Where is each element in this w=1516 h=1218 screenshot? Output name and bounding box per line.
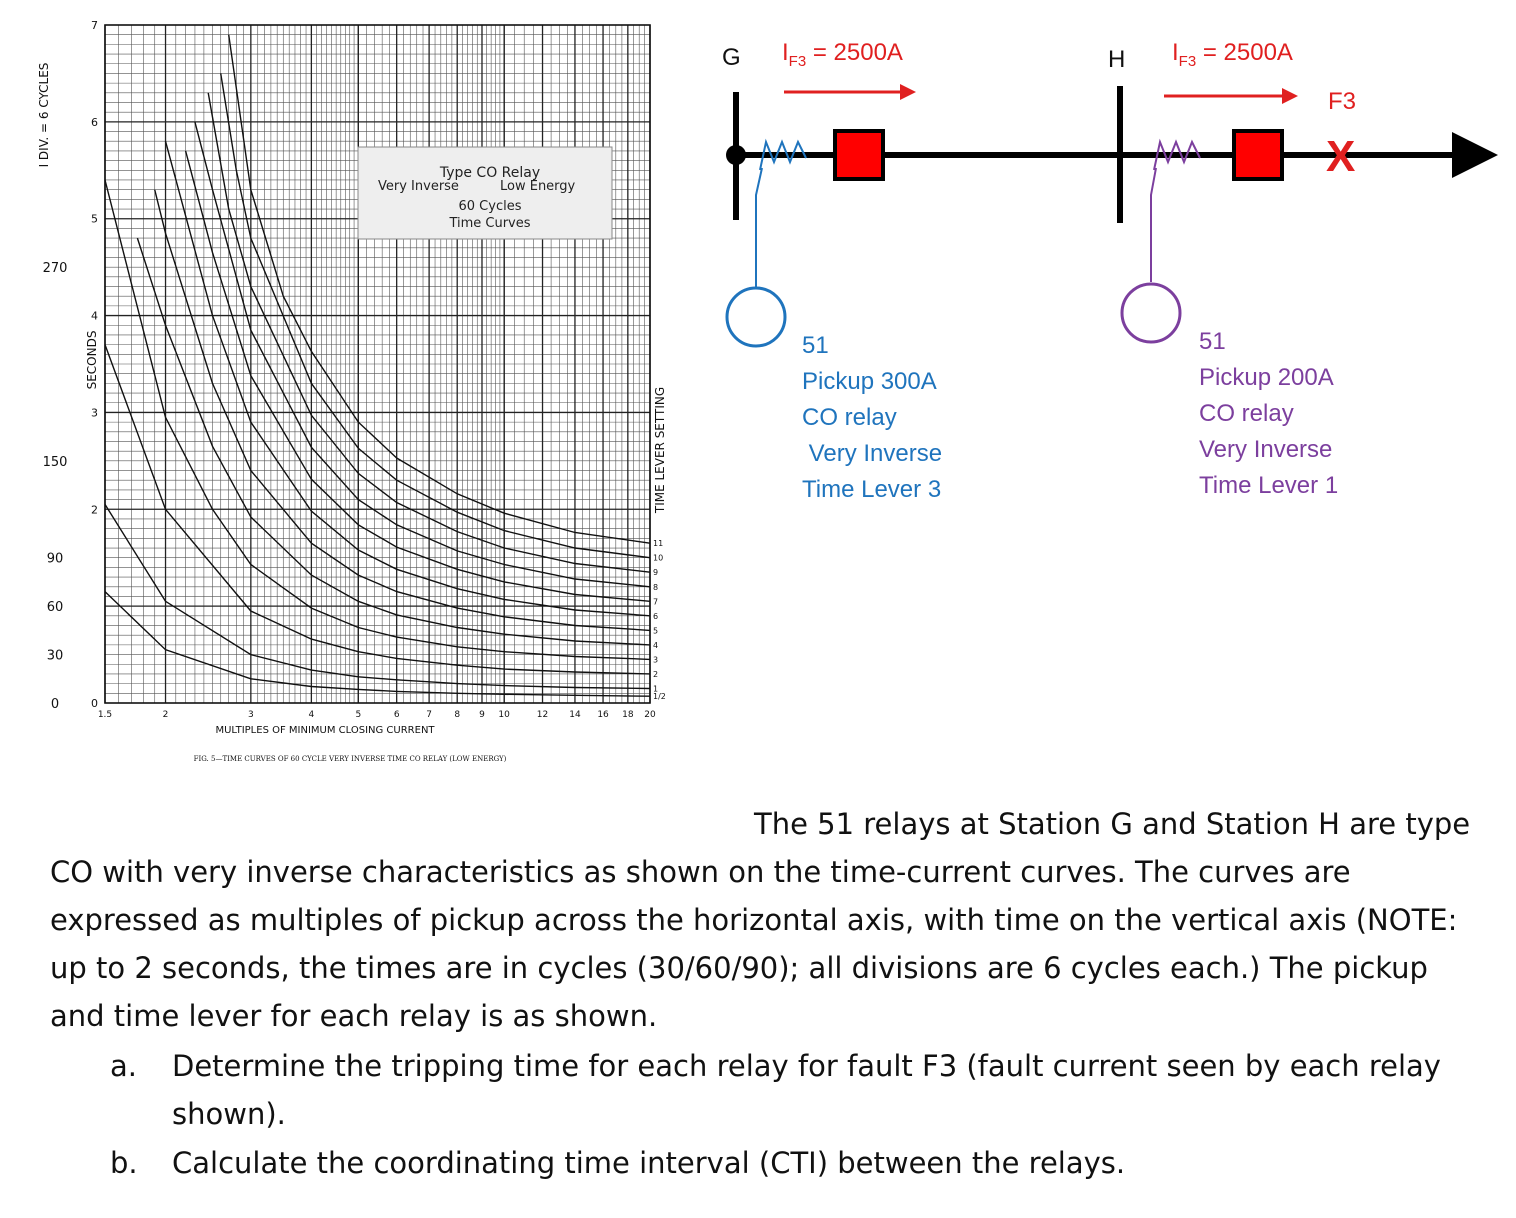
y-tick-label: 2 <box>91 503 98 517</box>
curve-lever-11 <box>229 35 650 544</box>
figure-caption: FIG. 5—TIME CURVES OF 60 CYCLE VERY INVERSE TIME CO RELAY (LOW ENERGY) <box>193 755 507 763</box>
station-g-breaker <box>835 131 883 179</box>
x-tick-label: 7 <box>426 710 432 720</box>
station-g-relay-curve: Very Inverse <box>802 440 943 467</box>
station-h-relay-pickup: Pickup 200A <box>1199 364 1334 391</box>
chart-subtitle-left: Very Inverse <box>378 179 459 194</box>
lever-label: 11 <box>653 539 664 549</box>
station-g-node <box>726 145 746 165</box>
station-h-relay-info <box>1199 328 1338 499</box>
one-line-diagram <box>690 20 1510 500</box>
lever-label: 4 <box>653 640 659 650</box>
x-tick-label: 5 <box>355 710 362 720</box>
chart-subtitle-cycles: 60 Cycles <box>458 199 522 214</box>
fault-f3 <box>1326 88 1356 181</box>
x-tick-label: 2 <box>162 710 169 720</box>
x-tick-label: 16 <box>597 710 609 720</box>
station-h-relay-symbol <box>1122 284 1180 342</box>
y-tick-label: 4 <box>91 309 98 323</box>
station-g-current-sub: F3 <box>788 53 807 70</box>
bus-end-arrow <box>1452 132 1498 178</box>
lever-label: 9 <box>653 568 659 578</box>
x-tick-label: 18 <box>622 710 634 720</box>
station-h-relay-device: 51 <box>1199 328 1226 355</box>
station-h-current-rest: = 2500A <box>1196 39 1293 66</box>
time-current-curve-chart <box>0 0 690 780</box>
lever-labels <box>653 539 666 701</box>
question-a <box>110 1042 1490 1138</box>
x-tick-label: 8 <box>454 710 461 720</box>
station-g-relay-device: 51 <box>802 332 829 359</box>
x-tick-labels <box>98 710 656 720</box>
y-tick-label: 6 <box>91 115 98 129</box>
fault-x-icon: X <box>1326 132 1356 181</box>
x-tick-label: 1.5 <box>97 710 113 720</box>
station-g-relay-symbol <box>727 288 785 346</box>
y-tick-label: 7 <box>91 19 98 32</box>
station-h-label: H <box>1108 46 1126 73</box>
lever-label: 3 <box>653 655 659 665</box>
station-g <box>722 39 942 500</box>
question-a-label: a. <box>110 1049 137 1083</box>
question-b-text: Calculate the coordinating time interval (CTI) between the relays. <box>172 1146 1126 1180</box>
station-g-relay-type: CO relay <box>802 404 897 431</box>
cycle-tick-label: 30 <box>46 648 64 664</box>
curve-lever-half <box>105 592 650 697</box>
chart-subtitle-curves: Time Curves <box>449 216 531 231</box>
y-axis-label: SECONDS <box>85 330 99 390</box>
grid-minor-group <box>105 25 650 703</box>
station-h-breaker <box>1234 131 1282 179</box>
curve-group <box>105 35 650 697</box>
station-h-current-label <box>1172 39 1293 70</box>
x-tick-label: 12 <box>536 710 549 720</box>
lever-label: 1/2 <box>653 692 666 702</box>
station-g-relay-info <box>802 332 942 500</box>
cycle-tick-label: 60 <box>46 600 64 616</box>
station-h <box>1108 39 1338 499</box>
lever-label: 10 <box>653 553 664 563</box>
y-tick-label: 3 <box>91 406 98 420</box>
station-h-relay-curve: Very Inverse <box>1199 436 1333 463</box>
station-h-current-sub: F3 <box>1178 53 1197 70</box>
x-tick-label: 4 <box>308 710 315 720</box>
curve-lever-3 <box>105 180 650 659</box>
chart-title-box <box>358 147 612 239</box>
chart-subtitle-right: Low Energy <box>500 179 576 194</box>
station-g-current-arrowhead <box>900 84 916 100</box>
station-h-current-arrowhead <box>1282 88 1298 104</box>
station-g-current-rest: = 2500A <box>806 39 903 66</box>
lever-label: 6 <box>653 611 659 621</box>
cycle-tick-label: 150 <box>42 454 68 470</box>
time-lever-axis-label: TIME LEVER SETTING <box>653 386 667 514</box>
x-tick-label: 9 <box>479 710 485 720</box>
chart-title: Type CO Relay <box>439 165 541 181</box>
problem-intro: The 51 relays at Station G and Station H are type CO with very inverse characteristics as shown on the time-current curves. The curves are expressed as multiples of pickup across the horizontal axis, with time on the vertical axis (NOTE: up to 2 seconds, the times are in cycles (30/60/90); all divisions are 6 cycles each.) The pickup and time lever for each relay is as shown. <box>50 807 1471 1033</box>
station-h-relay-type: CO relay <box>1199 400 1294 427</box>
x-axis-label: MULTIPLES OF MINIMUM CLOSING CURRENT <box>215 725 435 736</box>
station-g-label: G <box>722 44 741 71</box>
x-tick-label: 3 <box>247 710 254 720</box>
station-g-current-label <box>782 39 903 70</box>
cycle-tick-label: 90 <box>46 551 64 567</box>
question-a-text: Determine the tripping time for each relay for fault F3 (fault current seen by each relay shown). <box>172 1049 1441 1131</box>
lever-label: 7 <box>653 597 659 607</box>
station-g-relay-wire <box>756 168 762 292</box>
y-tick-label: 0 <box>91 697 98 710</box>
lever-label: 8 <box>653 582 659 592</box>
cycle-tick-label: 0 <box>50 697 60 712</box>
lever-label: 1 <box>653 684 659 694</box>
curve-lever-5 <box>155 190 650 631</box>
x-tick-label: 6 <box>393 710 400 720</box>
cycles-axis-label: I DIV. = 6 CYCLES <box>37 62 51 168</box>
question-b-label: b. <box>110 1146 138 1180</box>
station-g-relay-lever: Time Lever 3 <box>802 476 942 500</box>
station-h-relay-wire <box>1151 168 1156 282</box>
x-tick-label: 20 <box>644 710 656 720</box>
cycle-tick-labels <box>43 261 68 712</box>
x-tick-label: 10 <box>498 710 510 720</box>
station-g-current-main: I <box>782 39 789 66</box>
station-g-relay-pickup: Pickup 300A <box>802 368 937 395</box>
lever-label: 5 <box>653 626 659 636</box>
station-h-current-main: I <box>1172 39 1179 66</box>
fault-label: F3 <box>1328 88 1357 115</box>
lever-label: 2 <box>653 669 659 679</box>
x-tick-label: 14 <box>569 710 581 720</box>
question-b <box>110 1139 1490 1187</box>
y-tick-label: 5 <box>91 212 98 226</box>
cycle-tick-label: 270 <box>42 261 68 277</box>
station-h-relay-lever: Time Lever 1 <box>1199 472 1339 499</box>
